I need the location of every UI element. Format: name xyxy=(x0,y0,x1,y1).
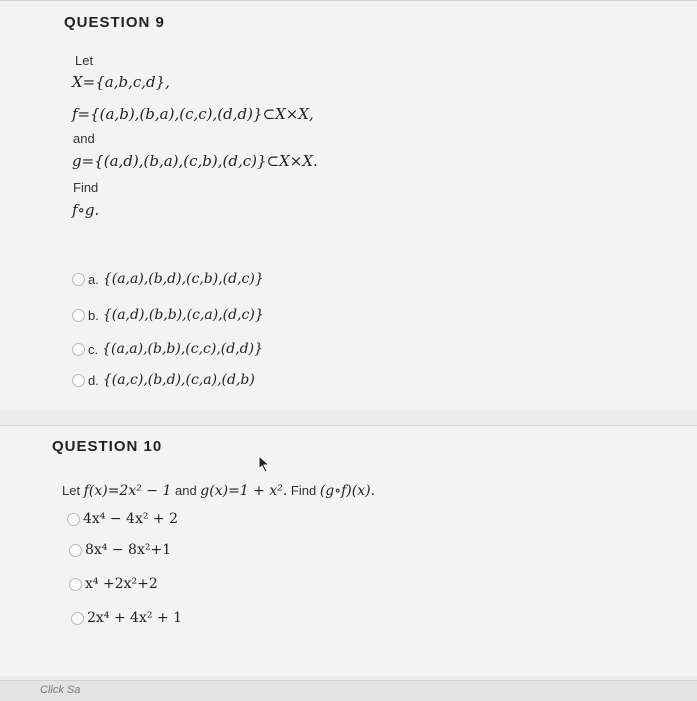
question-10-title: QUESTION 10 xyxy=(52,438,163,455)
option-letter: b. xyxy=(88,307,99,323)
q10-option-2[interactable] xyxy=(69,542,171,558)
option-letter: d. xyxy=(88,372,99,388)
option-text: {(a,c),(b,d),(c,a),(d,b) xyxy=(102,372,255,388)
f-definition: f={(a,b),(b,a),(c,c),(d,d)}⊂X×X, xyxy=(72,105,314,123)
prompt-expression: (g∘f)(x). xyxy=(319,483,376,499)
prompt-g: g(x)=1 + x². xyxy=(200,483,288,499)
radio-button[interactable] xyxy=(72,374,85,387)
q9-option-c[interactable] xyxy=(72,341,263,357)
radio-button[interactable] xyxy=(67,513,80,526)
option-text: 8x⁴ − 8x²+1 xyxy=(85,542,172,558)
prompt-and: and xyxy=(171,483,201,498)
option-text: x⁴ +2x²+2 xyxy=(85,576,158,592)
x-definition: X={a,b,c,d}, xyxy=(72,73,170,91)
prompt-let: Let xyxy=(62,483,84,498)
option-text: {(a,a),(b,b),(c,c),(d,d)} xyxy=(102,341,264,357)
and-label: and xyxy=(73,131,95,146)
option-letter: c. xyxy=(88,341,99,357)
option-letter: a. xyxy=(88,271,99,287)
option-text: {(a,a),(b,d),(c,b),(d,c)} xyxy=(102,271,264,287)
prompt-f: f(x)=2x² − 1 xyxy=(83,483,172,499)
option-text: 2x⁴ + 4x² + 1 xyxy=(87,610,182,626)
question-9-title: QUESTION 9 xyxy=(64,14,165,31)
radio-button[interactable] xyxy=(69,578,82,591)
partial-footer-text: Click Sa xyxy=(40,684,81,696)
question-10-panel xyxy=(0,425,697,676)
radio-button[interactable] xyxy=(69,544,82,557)
find-expression: f∘g. xyxy=(72,201,100,219)
let-label: Let xyxy=(75,53,94,68)
question-10-prompt xyxy=(62,483,375,499)
bottom-bar xyxy=(0,680,697,701)
q9-option-a[interactable] xyxy=(72,271,264,287)
g-definition: g={(a,d),(b,a),(c,b),(d,c)}⊂X×X. xyxy=(72,152,318,170)
q9-option-b[interactable] xyxy=(72,307,264,323)
option-text: {(a,d),(b,b),(c,a),(d,c)} xyxy=(102,307,264,323)
q10-option-3[interactable] xyxy=(69,576,158,592)
find-label: Find xyxy=(73,180,99,195)
q9-option-d[interactable] xyxy=(72,372,255,388)
q10-option-4[interactable] xyxy=(71,610,182,626)
radio-button[interactable] xyxy=(71,612,84,625)
mouse-cursor-icon xyxy=(258,455,272,473)
q10-option-1[interactable] xyxy=(67,511,178,527)
radio-button[interactable] xyxy=(72,273,85,286)
option-text: 4x⁴ − 4x² + 2 xyxy=(83,511,178,527)
prompt-find: Find xyxy=(287,483,320,498)
radio-button[interactable] xyxy=(72,309,85,322)
radio-button[interactable] xyxy=(72,343,85,356)
